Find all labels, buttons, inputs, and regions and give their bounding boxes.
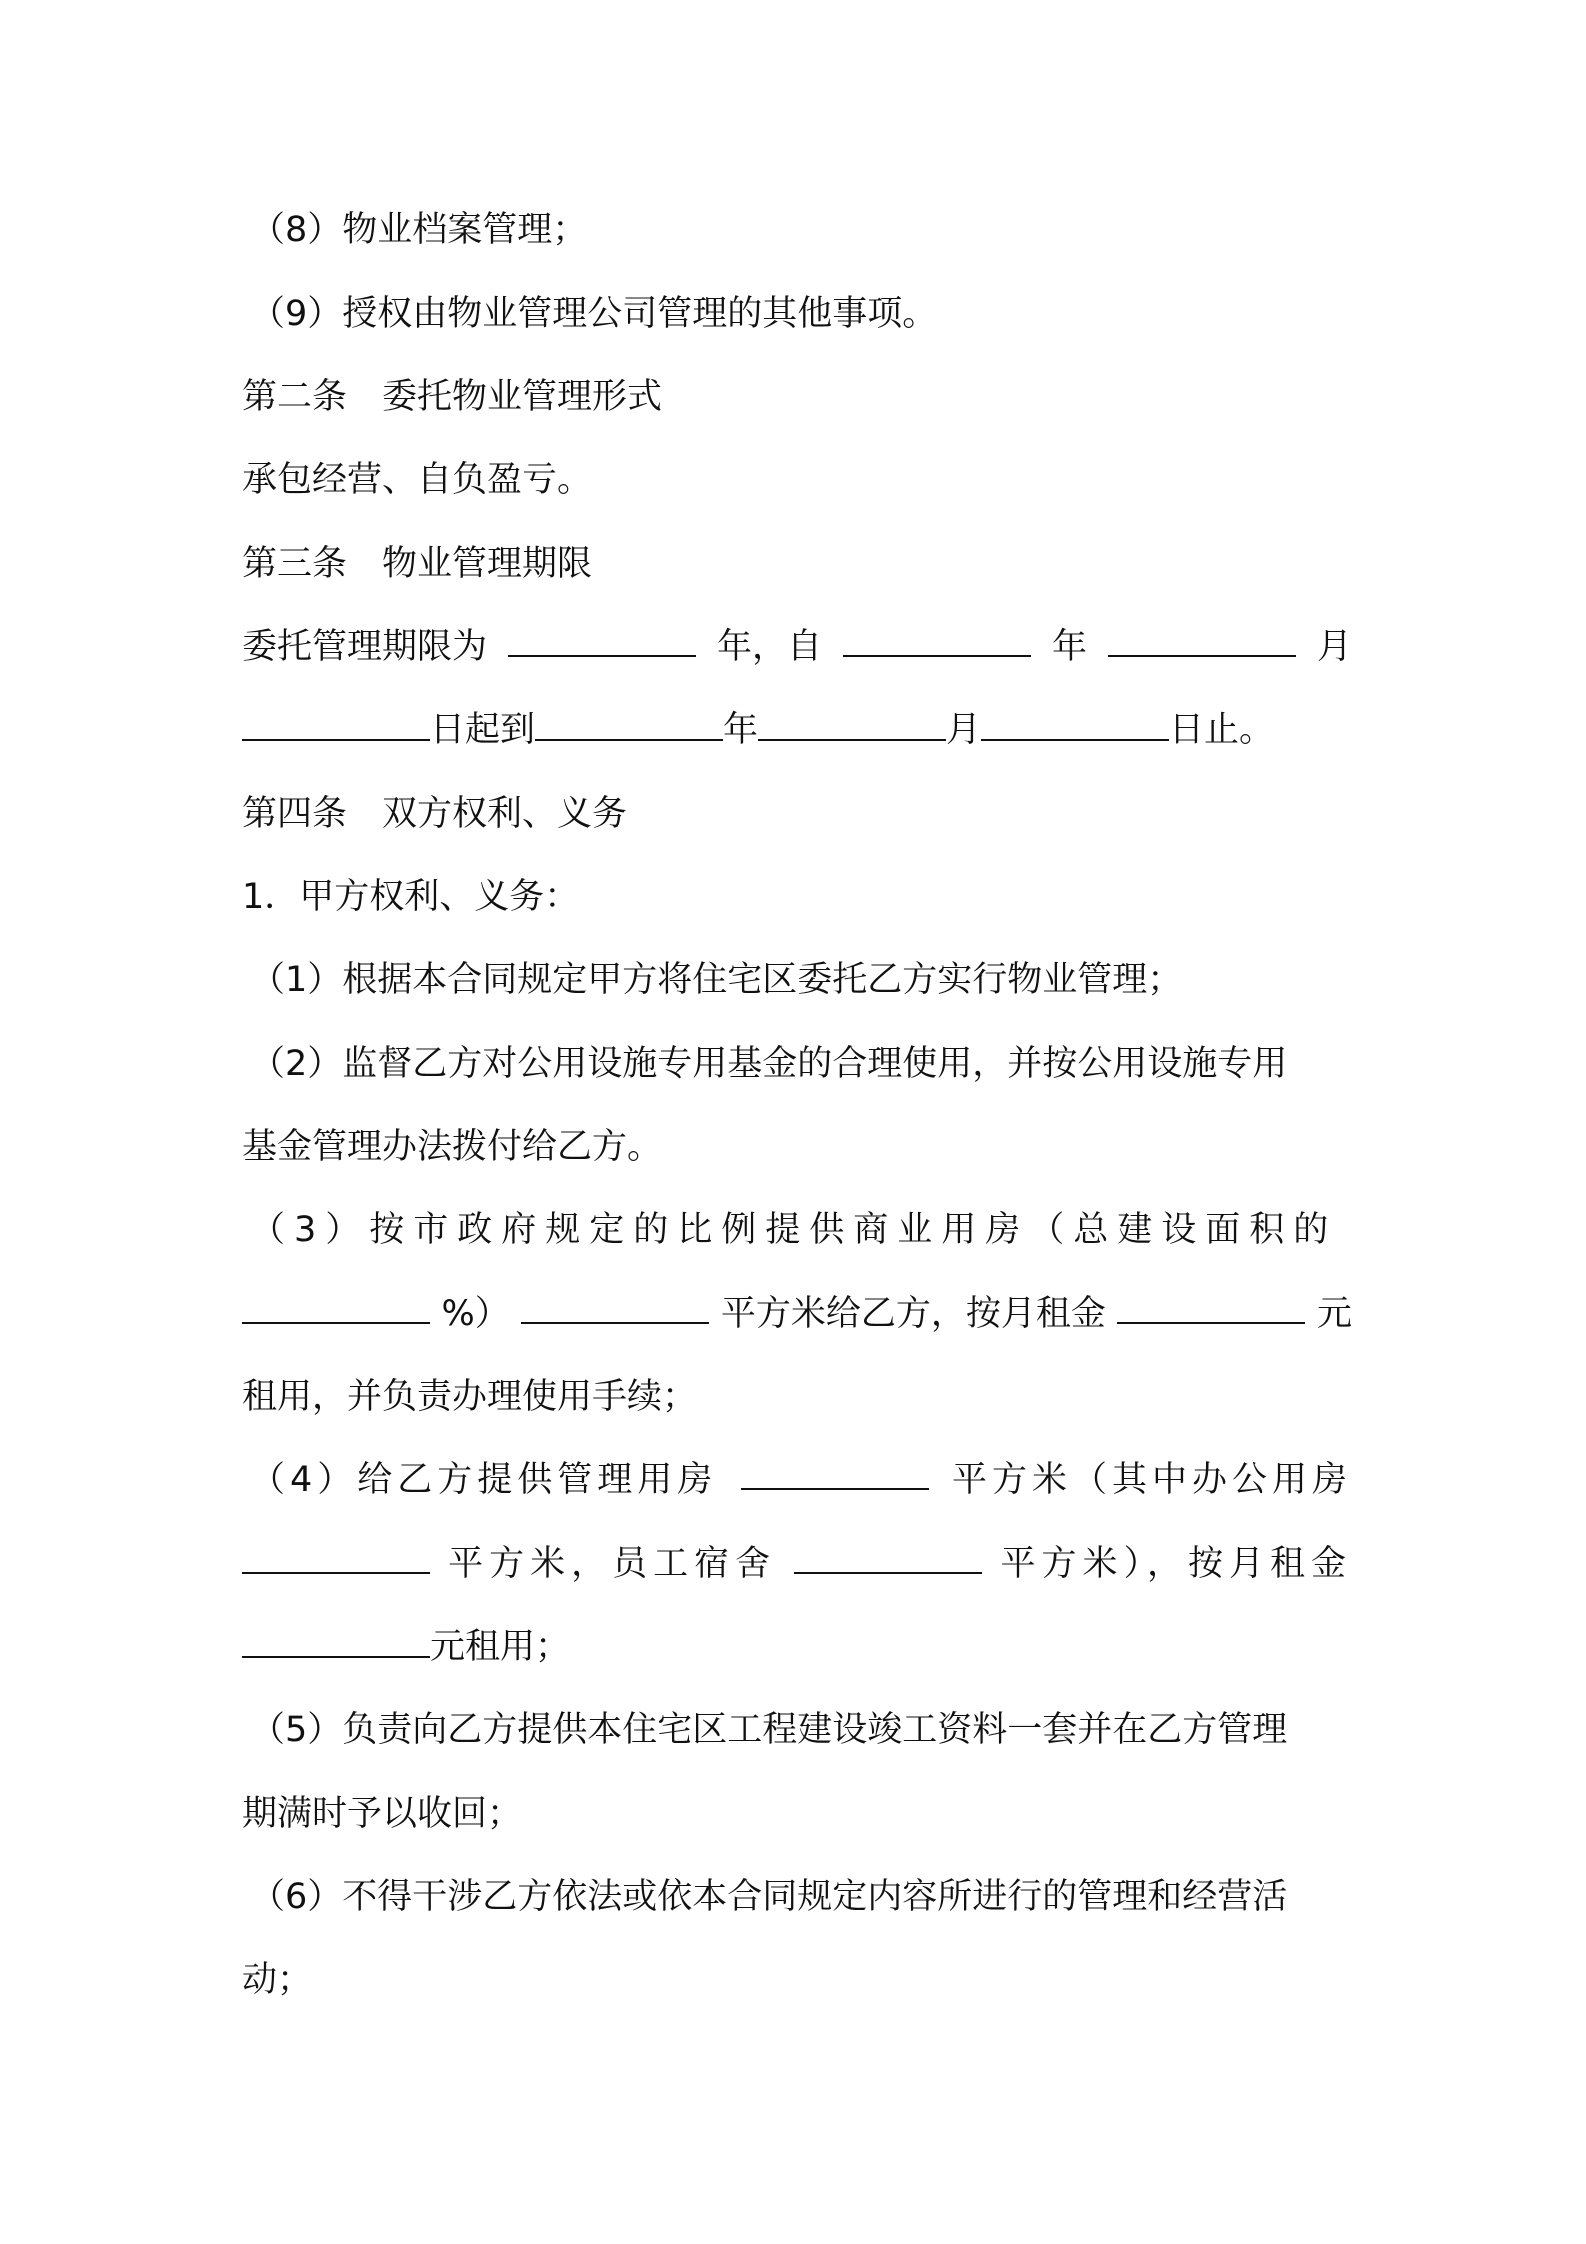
item-4-office: 平方米（其中办公用房	[951, 1460, 1352, 1500]
blank-field	[1117, 1290, 1305, 1324]
blank-field	[758, 707, 946, 741]
party-a-item-4	[250, 1456, 1352, 1504]
term-end-month: 月	[946, 710, 982, 750]
article-4-heading: 第四条 双方权利、义务	[242, 794, 628, 834]
party-a-item-4-line-2	[242, 1540, 1352, 1588]
blank-field	[794, 1540, 982, 1574]
party-a-item-1: （1）根据本合同规定甲方将住宅区委托乙方实行物业管理；	[250, 960, 1183, 1000]
rent-yuan-label: 元租用；	[430, 1627, 571, 1667]
article-3-heading: 第三条 物业管理期限	[242, 544, 593, 584]
party-a-item-4-line-3	[242, 1623, 1352, 1671]
blank-field	[843, 623, 1031, 657]
article-2-heading: 第二条 委托物业管理形式	[242, 377, 663, 417]
clause-item-8: （8）物业档案管理；	[250, 210, 588, 250]
term-month: 月	[1316, 627, 1352, 667]
blank-field	[242, 1540, 430, 1574]
blank-field	[242, 707, 430, 741]
clause-item-9: （9）授权由物业管理公司管理的其他事项。	[250, 294, 938, 334]
yuan-label: 元	[1316, 1294, 1352, 1334]
dorm-label: 平方米，员工宿舍	[448, 1544, 777, 1584]
blank-field	[1108, 623, 1296, 657]
party-a-item-2: （2）监督乙方对公用设施专用基金的合理使用，并按公用设施专用	[250, 1044, 1288, 1084]
term-year: 年	[1051, 627, 1087, 667]
blank-field	[981, 707, 1169, 741]
term-day-start: 日起到	[430, 710, 536, 750]
blank-field	[535, 707, 723, 741]
term-year-from: 年，自	[716, 627, 822, 667]
party-a-heading: 1．甲方权利、义务：	[242, 877, 580, 917]
party-a-item-2-cont: 基金管理办法拨付给乙方。	[242, 1127, 663, 1167]
term-period-line-2	[242, 706, 1352, 754]
blank-field	[741, 1456, 929, 1490]
term-end-day: 日止。	[1169, 710, 1275, 750]
monthly-rent-label: 平方米），按月租金	[1000, 1544, 1352, 1584]
party-a-item-6-cont: 动；	[242, 1960, 313, 2000]
party-a-item-5-cont: 期满时予以收回；	[242, 1794, 523, 1834]
percent-label: %）	[441, 1294, 510, 1334]
blank-field	[508, 623, 696, 657]
article-2-body: 承包经营、自负盈亏。	[242, 460, 593, 500]
party-a-item-3-cont: 租用，并负责办理使用手续；	[242, 1377, 698, 1417]
blank-field	[242, 1624, 430, 1658]
term-label: 委托管理期限为	[242, 627, 488, 667]
term-end-year: 年	[723, 710, 759, 750]
blank-field	[521, 1290, 709, 1324]
party-a-item-5: （5）负责向乙方提供本住宅区工程建设竣工资料一套并在乙方管理	[250, 1710, 1288, 1750]
item-4-label: （4）给乙方提供管理用房	[250, 1460, 718, 1500]
party-a-item-3-line-2	[242, 1290, 1352, 1338]
party-a-item-6: （6）不得干涉乙方依法或依本合同规定内容所进行的管理和经营活	[250, 1877, 1288, 1917]
term-period-line-1	[242, 623, 1352, 671]
party-a-item-3: （3）按市政府规定的比例提供商业用房（总建设面积的	[250, 1210, 1338, 1250]
area-rent-label: 平方米给乙方，按月租金	[720, 1294, 1106, 1334]
blank-field	[242, 1290, 430, 1324]
